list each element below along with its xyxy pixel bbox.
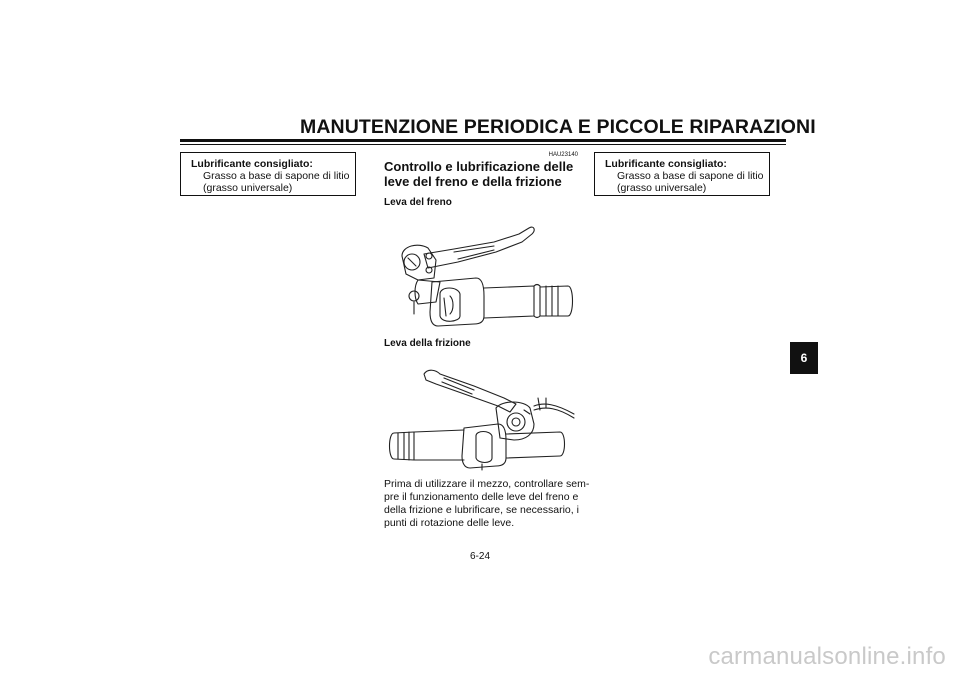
lubricant-box-left [180, 152, 356, 196]
title-rule-thick [180, 139, 786, 142]
lubricant-box-right [594, 152, 770, 196]
page-number: 6-24 [469, 551, 490, 562]
page-title: MANUTENZIONE PERIODICA E PICCOLE RIPARAZIONI [300, 116, 816, 138]
lubricant-box-title: Lubrificante consigliato: [605, 158, 727, 170]
lubricant-box-line: Grasso a base di sapone di litio [617, 170, 764, 182]
title-rule-thin [180, 144, 786, 145]
section-title-line: Controllo e lubrificazione delle [384, 159, 574, 174]
lubricant-box-line: Grasso a base di sapone di litio [203, 170, 350, 182]
lubricant-box-line: (grasso universale) [617, 182, 707, 194]
lubricant-box-line: (grasso universale) [203, 182, 293, 194]
section-title-line: leve del freno e della frizione [384, 174, 562, 189]
lubricant-box-title: Lubrificante consigliato: [191, 158, 313, 170]
brake-lever-illustration [384, 216, 580, 334]
clutch-lever-heading: Leva della frizione [384, 338, 471, 349]
section-code: HAU23140 [548, 152, 578, 158]
body-line: della frizione e lubrificare, se necessario, i [384, 504, 579, 516]
section-title [384, 159, 584, 189]
watermark: carmanualsonline.info [708, 643, 946, 670]
body-line: punti di rotazione delle leve. [384, 517, 515, 529]
body-line: Prima di utilizzare il mezzo, controllare sem- [384, 478, 590, 490]
clutch-lever-illustration [384, 360, 580, 472]
body-paragraph [384, 478, 590, 530]
chapter-tab: 6 [790, 342, 818, 374]
body-line: pre il funzionamento delle leve del freno e [384, 491, 579, 503]
brake-lever-heading: Leva del freno [384, 197, 452, 208]
